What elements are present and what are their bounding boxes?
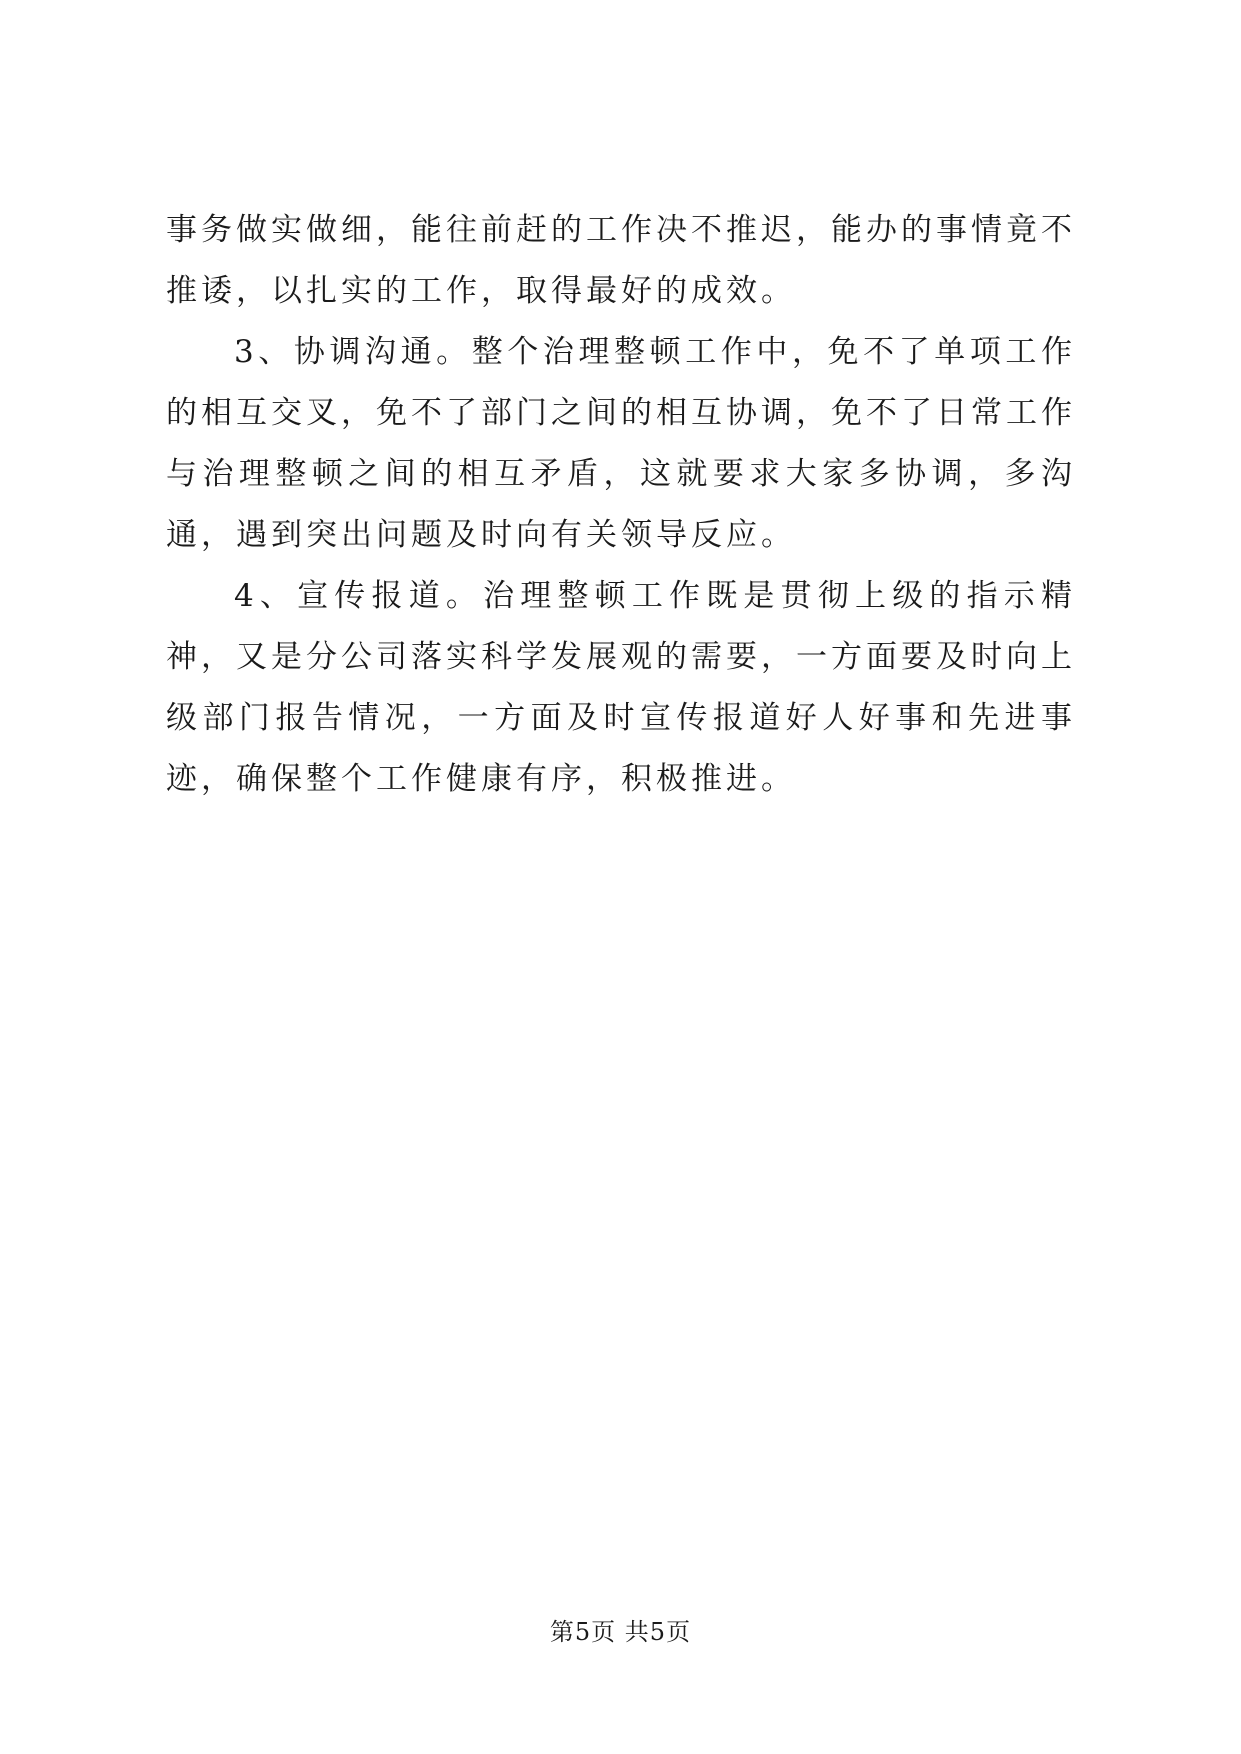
paragraph-publicity: 4、宣传报道。治理整顿工作既是贯彻上级的指示精神，又是分公司落实科学发展观的需要，一方面要及时向上级部门报告情况，一方面及时宣传报道好人好事和先进事迹，确保整个工作健康有序，积极推进。 [166, 578, 1076, 797]
paragraph-coordination: 3、协调沟通。整个治理整顿工作中，免不了单项工作的相互交叉，免不了部门之间的相互协调，免不了日常工作与治理整顿之间的相互矛盾，这就要求大家多协调，多沟通，遇到突出问题及时向有关领导反应。 [166, 334, 1076, 553]
paragraph-continuation: 事务做实做细，能往前赶的工作决不推迟，能办的事情竟不推诿，以扎实的工作，取得最好的成效。 [166, 212, 1076, 309]
page-number-footer: 第5页 共5页 [549, 1618, 692, 1646]
document-body [166, 200, 1076, 810]
